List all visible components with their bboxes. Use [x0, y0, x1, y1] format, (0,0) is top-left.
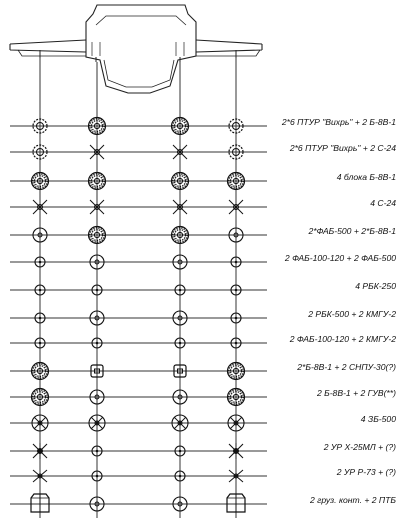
- pylon-lines: [40, 58, 236, 518]
- loadout-label: 2*6 ПТУР "Вихрь" + 2 Б-8В-1: [281, 117, 396, 127]
- loadout-row: [10, 173, 267, 190]
- loadout-label: 2*ФАБ-500 + 2*Б-8В-1: [308, 226, 396, 236]
- loadout-label: 2*Б-8В-1 + 2 СНПУ-30(?): [297, 362, 396, 372]
- store-symbol-cont: [227, 494, 245, 512]
- loadout-row: [10, 443, 267, 459]
- aircraft-fuselage-outline: [10, 5, 262, 93]
- loadout-row: [10, 338, 267, 348]
- loadout-row: [10, 145, 267, 159]
- loadout-row: [10, 118, 267, 135]
- loadout-label: 2 груз. конт. + 2 ПТБ: [309, 495, 396, 505]
- loadout-label: 4 ЗБ-500: [360, 414, 396, 424]
- loadout-row: [10, 363, 267, 380]
- loadout-label: 4 РБК-250: [355, 281, 396, 291]
- loadout-row: [10, 255, 267, 269]
- loadout-label: 2 Б-8В-1 + 2 ГУВ(**): [316, 388, 396, 398]
- loadout-row: [10, 227, 267, 244]
- loadout-label: 4 блока Б-8В-1: [336, 172, 396, 182]
- loadout-label: 2 УР Р-73 + (?): [336, 467, 396, 477]
- loadout-row: [10, 389, 267, 406]
- loadout-rows: [10, 118, 267, 513]
- loadout-row: [10, 200, 267, 214]
- loadout-label: 2 УР Х-25МЛ + (?): [323, 442, 396, 452]
- loadout-label: 4 С-24: [370, 198, 396, 208]
- store-symbol-cont: [31, 494, 49, 512]
- loadout-label: 2 ФАБ-100-120 + 2 ФАБ-500: [284, 253, 396, 263]
- loadout-row: [10, 285, 267, 295]
- loadout-row: [10, 415, 267, 431]
- loadout-label: 2 ФАБ-100-120 + 2 КМГУ-2: [289, 334, 396, 344]
- loadout-label: 2 РБК-500 + 2 КМГУ-2: [308, 309, 396, 319]
- loadout-row: [10, 311, 267, 325]
- loadout-row: [10, 470, 267, 482]
- loadout-label: 2*6 ПТУР "Вихрь" + 2 С-24: [289, 143, 396, 153]
- loadout-row: [10, 494, 267, 512]
